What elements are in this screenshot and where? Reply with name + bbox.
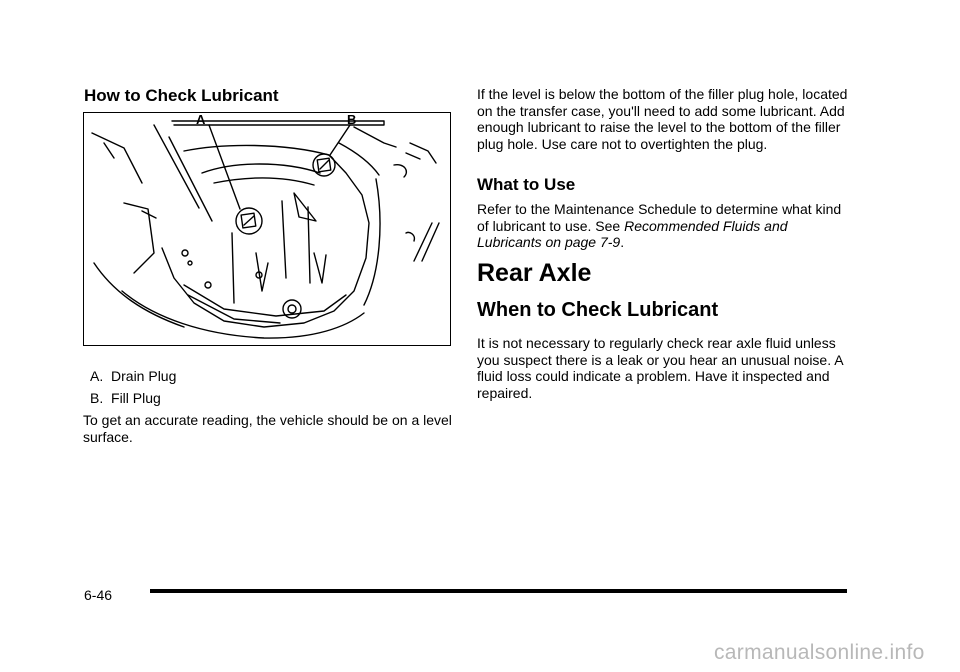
transfer-case-illustration	[83, 112, 451, 346]
intro-paragraph: If the level is below the bottom of the filler plug hole, located on the transfer case, you'll need to add some lubricant. Add enough lubricant to raise the level to the bottom of the filler plug hole. Use care not to overtighten the plug.	[477, 86, 848, 152]
figure-label-b: B	[347, 113, 357, 127]
watermark: carmanualsonline.info	[714, 641, 925, 664]
what-to-use-paragraph	[477, 201, 852, 251]
body-paragraph: To get an accurate reading, the vehicle should be on a level surface.	[83, 412, 452, 445]
what-to-use-text: Refer to the Maintenance Schedule to determine what kind of lubricant to use. See	[477, 201, 842, 234]
figure-label-a: A	[196, 113, 206, 127]
what-to-use-text-end: .	[620, 234, 625, 250]
transfer-case-drawing	[84, 113, 449, 344]
caption-item	[90, 368, 176, 384]
caption-letter: B.	[90, 390, 104, 406]
caption-text: Fill Plug	[111, 390, 161, 406]
when-to-check-paragraph: It is not necessary to regularly check rear axle fluid unless you suspect there is a leak or you hear an unusual noise. A fluid loss could indicate a problem. Have it inspected and repaired.	[477, 335, 843, 401]
when-to-check-heading: When to Check Lubricant	[477, 299, 719, 321]
caption-letter: A.	[90, 368, 104, 384]
section-heading: How to Check Lubricant	[84, 86, 279, 105]
caption-item	[90, 390, 161, 406]
cross-reference-link[interactable]: Recommended Fluids and Lubricants on page 7-9	[477, 217, 788, 250]
chapter-heading: Rear Axle	[477, 259, 592, 287]
caption-text: Drain Plug	[111, 368, 177, 384]
what-to-use-heading: What to Use	[477, 175, 576, 194]
footer-rule	[150, 589, 847, 593]
page-number: 6-46	[84, 587, 113, 603]
